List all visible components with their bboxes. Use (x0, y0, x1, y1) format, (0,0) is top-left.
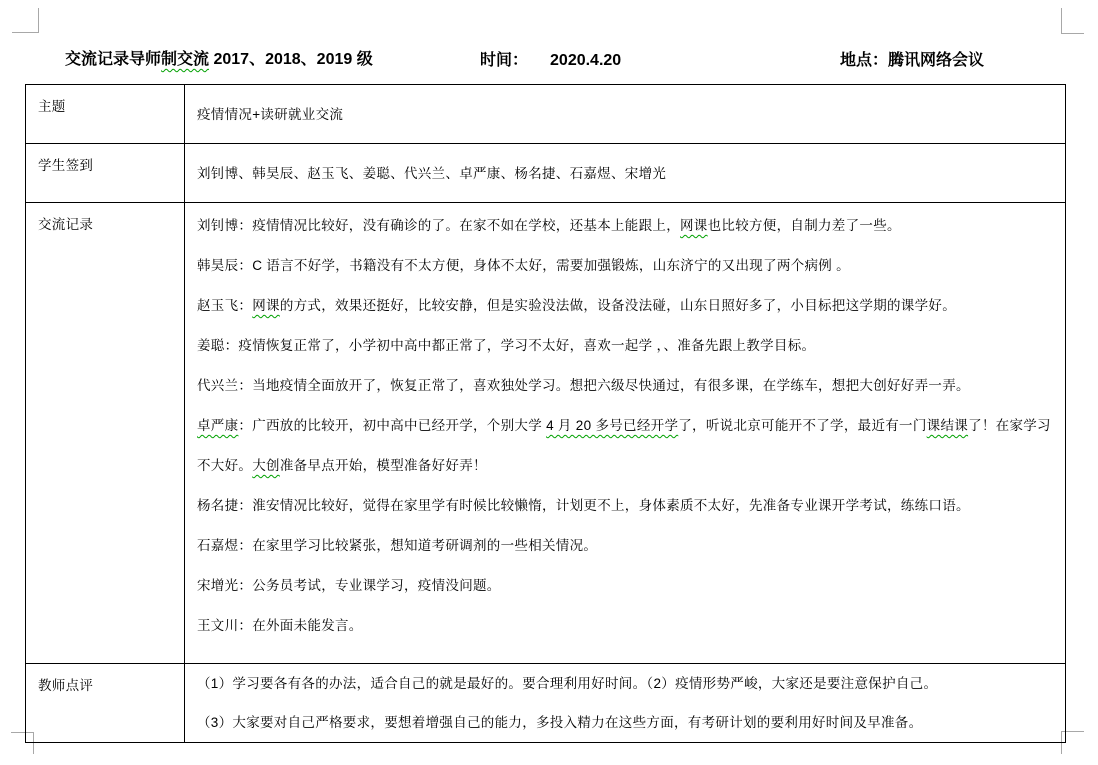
grammar-wavy-text: 4 月 20 多号已经开学 (546, 418, 679, 433)
text-boundary-mark-top-right (1061, 8, 1084, 34)
text-segment: 代兴兰：当地疫情全面放开了，恢复正常了，喜欢独处学习。想把六级尽快通过，有很多课，在学练车，想把大创好好弄一弄。 (197, 378, 970, 393)
paragraph (197, 664, 1053, 703)
text-segment: 赵玉飞： (197, 298, 253, 313)
paragraph (197, 406, 1053, 486)
paragraph (197, 154, 1053, 194)
meeting-time-label: 时间： (480, 52, 529, 69)
text-segment: 刘钊博、韩昊辰、赵玉飞、姜聪、代兴兰、卓严康、杨名捷、石嘉煜、宋增光 (197, 166, 667, 181)
text-segment: 的方式，效果还挺好，比较安静，但是实验没法做，设备没法碰，山东日照好多了，小目标把这学期的课学好。 (279, 298, 957, 313)
text-segment: （3）大家要对自己严格要求，要想着增强自己的能力，多投入精力在这些方面，有考研计划的要利用好时间及早准备。 (197, 715, 923, 730)
table-row (26, 144, 1066, 203)
row-label: 交流记录 (26, 203, 185, 664)
paragraph (197, 606, 1053, 646)
text-segment: 准备早点开始，模型准备好好弄！ (279, 458, 487, 473)
table-row (26, 203, 1066, 664)
paragraph (197, 206, 1053, 246)
text-segment: 杨名捷：淮安情况比较好，觉得在家里学有时候比较懒惰，计划更不上，身体素质不太好，先准备专业课开学考试，练练口语。 (197, 498, 970, 513)
meeting-location: 地点：腾讯网络会议 (840, 52, 985, 69)
paragraph (197, 286, 1053, 326)
text-segment: 也比较方便，自制力差了一些。 (707, 218, 901, 233)
paragraph (197, 566, 1053, 606)
meeting-record-table (25, 84, 1066, 743)
text-segment: 刘钊博：疫情情况比较好，没有确诊的了。在家不如在学校，还基本上能跟上， (197, 218, 680, 233)
text-segment: 疫情情况+读研就业交流 (197, 107, 344, 122)
grammar-wavy-text: 网课 (680, 218, 708, 233)
row-label: 教师点评 (26, 664, 185, 743)
document-title (65, 46, 373, 69)
grammar-wavy-text: 制交流 (161, 51, 210, 68)
grammar-wavy-text: 卓严康 (197, 418, 239, 433)
text-segment: ：广西放的比较开，初中高中已经开学，个别大学 (238, 418, 547, 433)
grammar-wavy-text: 课结课 (926, 418, 969, 433)
paragraph (197, 246, 1053, 286)
document-header (0, 46, 1098, 68)
text-segment: 石嘉煜：在家里学习比较紧张，想知道考研调剂的一些相关情况。 (197, 538, 598, 553)
paragraph (197, 526, 1053, 566)
text-segment: 了，听说北京可能开不了学，最近有一门 (678, 418, 927, 433)
table-row (26, 85, 1066, 144)
record-table-body (26, 85, 1066, 743)
table-row (26, 664, 1066, 743)
row-content (185, 203, 1066, 664)
row-content (185, 85, 1066, 144)
text-segment: 姜聪：疫情恢复正常了，小学初中高中都正常了，学习不太好，喜欢一起学 ，、准备先跟上教学目标。 (197, 338, 816, 353)
meeting-time (480, 47, 621, 70)
text-segment: 交流记录导师 (65, 51, 162, 68)
paragraph (197, 366, 1053, 406)
row-content (185, 144, 1066, 203)
paragraph (197, 703, 1053, 742)
meeting-time-value: 2020.4.20 (550, 52, 622, 69)
grammar-wavy-text: 大创 (252, 458, 280, 473)
text-segment: 了！在家学习不大好。 (197, 418, 1051, 473)
paragraph (197, 95, 1053, 135)
text-boundary-mark-top-left (12, 8, 39, 33)
paragraph (197, 326, 1053, 366)
text-segment: 韩昊辰：C 语言不好学，书籍没有不太方便，身体不太好，需要加强锻炼，山东济宁的又出现了两个病例 。 (197, 258, 850, 273)
paragraph (197, 486, 1053, 526)
grammar-wavy-text: 网课 (252, 298, 280, 313)
text-segment: 王文川：在外面未能发言。 (197, 618, 363, 633)
text-segment: （1）学习要各有各的办法，适合自己的就是最好的。要合理利用好时间。（2）疫情形势严峻，大家还是要注意保护自己。 (197, 676, 938, 691)
text-segment: 宋增光：公务员考试，专业课学习，疫情没问题。 (197, 578, 501, 593)
text-segment: 2017、2018、2019 级 (209, 51, 373, 68)
row-content (185, 664, 1066, 743)
row-label: 主题 (26, 85, 185, 144)
row-label: 学生签到 (26, 144, 185, 203)
